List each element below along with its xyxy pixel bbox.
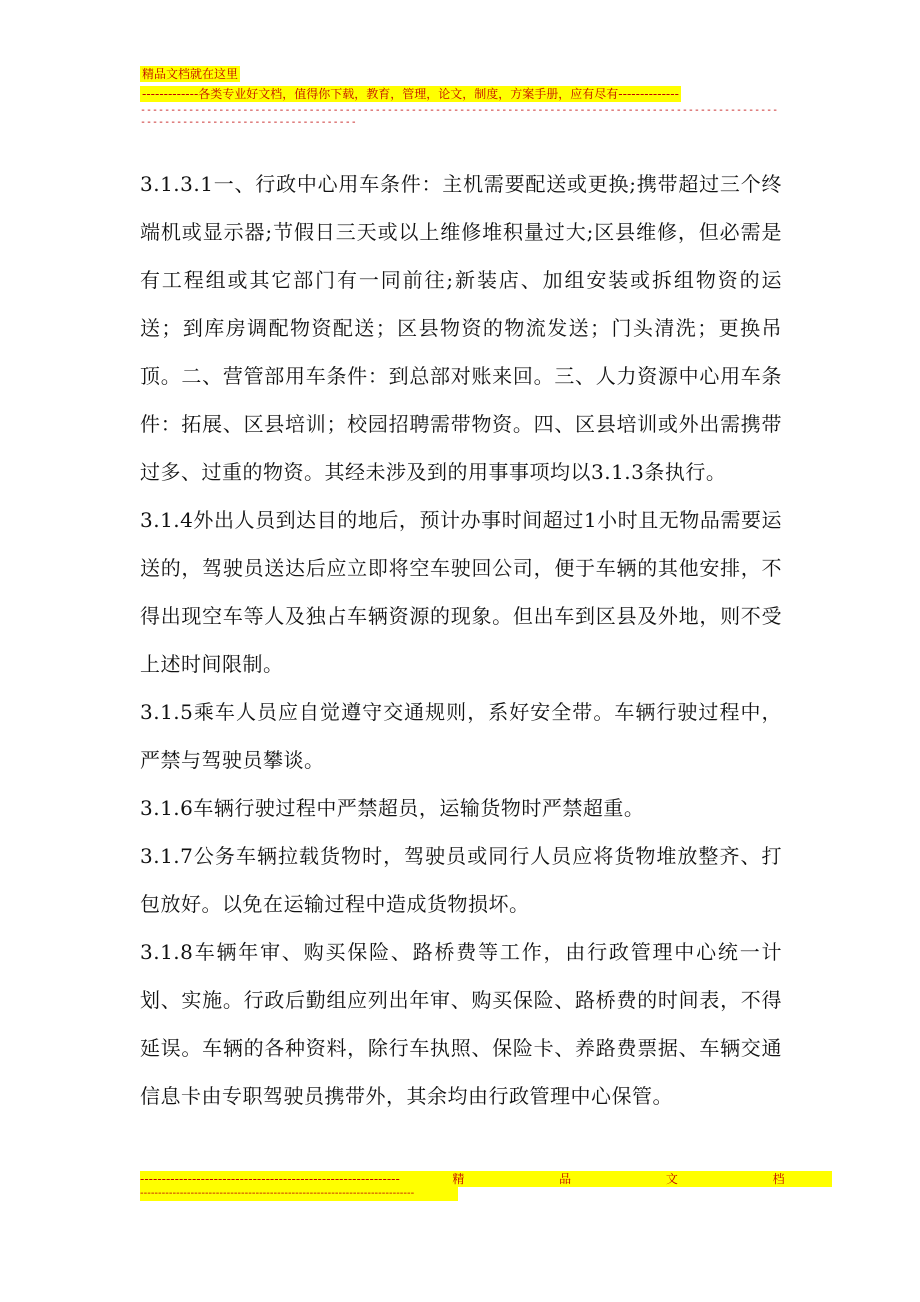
footer-dashes-bottom: ---------------------------------------------------------------------------- (140, 1187, 458, 1201)
footer-dashes-left: ------------------------------------------------------------ (140, 1172, 400, 1186)
paragraph-3-1-7: 3.1.7公务车辆拉载货物时，驾驶员或同行人员应将货物堆放整齐、打包放好。以免在运输过程中造成货物损坏。 (140, 844, 782, 916)
footer-word-3: 文 (665, 1172, 678, 1186)
footer-banner (140, 1171, 832, 1187)
footer-word-2: 品 (559, 1172, 572, 1186)
footer-word-1: 精 (452, 1172, 465, 1186)
header-divider: ---------------------------------------------------------------------------------------------------------------------------------------------- (140, 105, 779, 128)
paragraph-3-1-4: 3.1.4外出人员到达目的地后，预计办事时间超过1小时且无物品需要运送的，驾驶员送达后应立即将空车驶回公司，便于车辆的其他安排，不得出现空车等人及独占车辆资源的现象。但出车到区县及外地，则不受上述时间限制。 (140, 508, 782, 676)
footer-word-4: 档 (772, 1172, 785, 1186)
paragraph-3-1-3-1: 3.1.3.1一、行政中心用车条件：主机需要配送或更换;携带超过三个终端机或显示器;节假日三天或以上维修堆积量过大;区县维修，但必需是有工程组或其它部门有一同前往;新装店、加组安装或拆组物资的运送；到库房调配物资配送；区县物资的物流发送；门头清洗；更换吊顶。二、营管部用车条件：到总部对账来回。三、人力资源中心用车条件：拓展、区县培训；校园招聘需带物资。四、区县培训或外出需携带过多、过重的物资。其经未涉及到的用事事项均以3.1.3条执行。 (140, 172, 782, 484)
document-body (140, 160, 782, 1120)
paragraph-3-1-5: 3.1.5乘车人员应自觉遵守交通规则，系好安全带。车辆行驶过程中，严禁与驾驶员攀谈。 (140, 700, 782, 772)
paragraph-3-1-8: 3.1.8车辆年审、购买保险、路桥费等工作，由行政管理中心统一计划、实施。行政后勤组应列出年审、购买保险、路桥费的时间表，不得延误。车辆的各种资料，除行车执照、保险卡、养路费票据、车辆交通信息卡由专职驾驶员携带外，其余均由行政管理中心保管。 (140, 940, 782, 1108)
header-banner: -------------各类专业好文档，值得你下载，教育，管理，论文，制度，方案手册，应有尽有-------------- (142, 87, 679, 101)
paragraph-3-1-6: 3.1.6车辆行驶过程中严禁超员，运输货物时严禁超重。 (140, 796, 645, 820)
header-title: 精品文档就在这里 (142, 67, 239, 81)
